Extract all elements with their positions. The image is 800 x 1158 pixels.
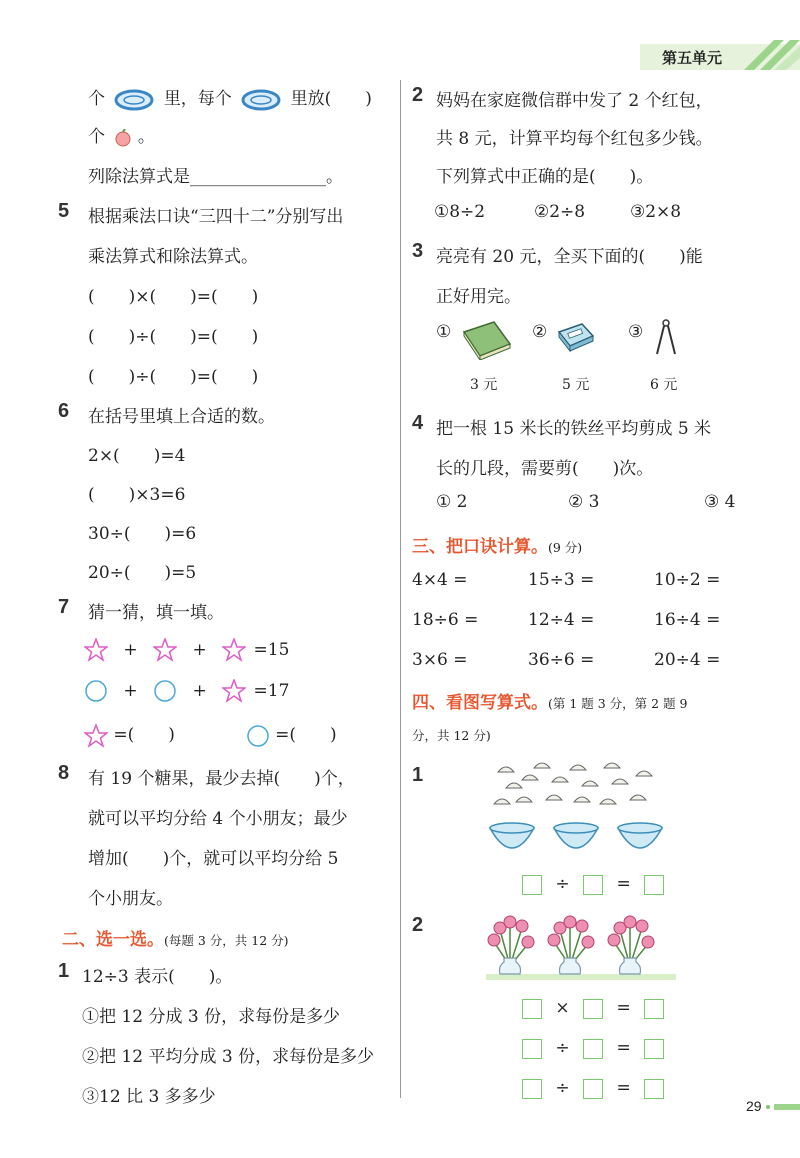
s2q2-option2: ②2÷8 bbox=[534, 202, 586, 222]
answer-box[interactable] bbox=[522, 1079, 542, 1099]
calc-r1c3: 10÷2 = bbox=[654, 570, 721, 590]
q7-number: 7 bbox=[58, 596, 70, 618]
plate-icon bbox=[114, 89, 154, 111]
calc-r3c2: 36÷6 = bbox=[528, 650, 595, 670]
section4-heading bbox=[412, 688, 688, 713]
answer-box[interactable] bbox=[644, 875, 664, 895]
q8-line4: 个小朋友。 bbox=[88, 889, 173, 909]
s2q2-line2: 共 8 元，计算平均每个红包多少钱。 bbox=[436, 129, 713, 149]
cont-line2: 个 。 bbox=[88, 127, 155, 147]
circle-answer: =( ) bbox=[275, 725, 337, 745]
section4-title: 四、看图写算式。 bbox=[412, 693, 548, 713]
price-2: 5 元 bbox=[562, 377, 590, 393]
price-1: 3 元 bbox=[470, 377, 498, 393]
dumplings-bowls-illustration bbox=[486, 758, 666, 862]
s2q3-mark2: ② bbox=[532, 322, 548, 342]
pencil-case-icon bbox=[556, 320, 596, 354]
answer-box[interactable] bbox=[644, 999, 664, 1019]
eq-sign: = bbox=[616, 1038, 631, 1058]
q5-line2: 乘法算式和除法算式。 bbox=[88, 247, 258, 267]
circle-icon bbox=[84, 679, 108, 703]
q5-row3: ( )÷( )=( ) bbox=[88, 367, 259, 387]
q6-row3: 30÷( )=6 bbox=[88, 524, 197, 544]
cont-text-a: 个 bbox=[88, 89, 105, 109]
s2q4-option2: ② 3 bbox=[568, 492, 600, 512]
q7-sum2: =17 bbox=[253, 680, 290, 701]
price-3: 6 元 bbox=[650, 377, 678, 393]
s2q1-option1: ①把 12 分成 3 份，求每份是多少 bbox=[82, 1007, 341, 1027]
cont-line1 bbox=[88, 84, 372, 111]
s2q3-line2: 正好用完。 bbox=[436, 287, 521, 307]
q6-title: 在括号里填上合适的数。 bbox=[88, 407, 275, 427]
section2-title: 二、选一选。 bbox=[62, 930, 164, 950]
div-sign: ÷ bbox=[555, 1038, 570, 1058]
s4q2-equation1 bbox=[522, 998, 664, 1019]
plate-icon bbox=[241, 89, 281, 111]
div-sign: ÷ bbox=[555, 1078, 570, 1098]
answer-box[interactable] bbox=[522, 875, 542, 895]
s2q3-line1: 亮亮有 20 元，全买下面的( )能 bbox=[436, 247, 703, 267]
q5-row2: ( )÷( )=( ) bbox=[88, 327, 259, 347]
s2q1-option2: ②把 12 平均分成 3 份，求每份是多少 bbox=[82, 1047, 375, 1067]
division-prompt: 列除法算式是________________。 bbox=[88, 167, 343, 187]
peach-icon bbox=[114, 129, 132, 147]
cont-text-c: 里放( ) bbox=[290, 89, 372, 109]
s2q2-option3: ③2×8 bbox=[630, 202, 682, 222]
star-icon bbox=[222, 679, 246, 703]
s2q3-mark1: ① bbox=[436, 322, 452, 342]
q6-number: 6 bbox=[58, 400, 70, 422]
eq-sign: = bbox=[616, 998, 631, 1018]
section2-note: (每题 3 分，共 12 分) bbox=[164, 933, 289, 948]
star-icon bbox=[84, 638, 108, 662]
answer-box[interactable] bbox=[583, 999, 603, 1019]
notebook-icon bbox=[460, 318, 512, 360]
cont-text-b: 里，每个 bbox=[163, 89, 232, 109]
s2q2-line3: 下列算式中正确的是( )。 bbox=[436, 167, 654, 187]
s2q2-option1: ①8÷2 bbox=[434, 202, 486, 222]
q6-row4: 20÷( )=5 bbox=[88, 563, 197, 583]
q7-title: 猜一猜，填一填。 bbox=[88, 603, 224, 623]
q8-line1: 有 19 个糖果，最少去掉( )个， bbox=[88, 769, 355, 789]
answer-box[interactable] bbox=[522, 999, 542, 1019]
flower-vases-illustration bbox=[486, 910, 676, 982]
answer-box[interactable] bbox=[583, 1039, 603, 1059]
answer-box[interactable] bbox=[644, 1079, 664, 1099]
unit-stripes-icon bbox=[744, 36, 800, 70]
s2q4-line1: 把一根 15 米长的铁丝平均剪成 5 米 bbox=[436, 419, 712, 439]
s2q1-number: 1 bbox=[58, 960, 70, 982]
plus-sign: + bbox=[123, 680, 138, 701]
section3-heading bbox=[412, 532, 582, 557]
section4-note2: 分，共 12 分) bbox=[412, 728, 491, 743]
s2q4-option1: ① 2 bbox=[436, 492, 468, 512]
s4q1-number: 1 bbox=[412, 764, 424, 786]
q7-equation2 bbox=[84, 679, 289, 703]
s2q2-line1: 妈妈在家庭微信群中发了 2 个红包， bbox=[436, 91, 713, 111]
q7-sum1: =15 bbox=[253, 639, 290, 660]
calc-r3c1: 3×6 = bbox=[412, 650, 468, 670]
calc-r3c3: 20÷4 = bbox=[654, 650, 721, 670]
unit-title: 第五单元 bbox=[662, 49, 723, 67]
mul-sign: × bbox=[555, 998, 570, 1018]
star-icon bbox=[84, 724, 108, 748]
s2q4-line2: 长的几段，需要剪( )次。 bbox=[436, 459, 654, 479]
s2q4-number: 4 bbox=[412, 412, 424, 434]
circle-icon bbox=[246, 724, 270, 748]
page-number: 29 bbox=[746, 1098, 762, 1114]
s4q1-equation bbox=[522, 874, 664, 895]
answer-box[interactable] bbox=[583, 1079, 603, 1099]
plus-sign: + bbox=[192, 680, 207, 701]
s2q3-mark3: ③ bbox=[628, 322, 644, 342]
calc-r1c2: 15÷3 = bbox=[528, 570, 595, 590]
plus-sign: + bbox=[123, 639, 138, 660]
eq-sign: = bbox=[616, 874, 631, 894]
calc-r2c1: 18÷6 = bbox=[412, 610, 479, 630]
calc-r1c1: 4×4 = bbox=[412, 570, 468, 590]
section2-heading bbox=[62, 925, 289, 950]
q6-row2: ( )×3=6 bbox=[88, 485, 186, 505]
section4-note1: (第 1 题 3 分，第 2 题 9 bbox=[548, 696, 688, 711]
star-icon bbox=[222, 638, 246, 662]
s2q1-stem: 12÷3 表示( )。 bbox=[82, 967, 233, 987]
calc-r2c3: 16÷4 = bbox=[654, 610, 721, 630]
circle-icon bbox=[153, 679, 177, 703]
eq-sign: = bbox=[616, 1078, 631, 1098]
s2q3-number: 3 bbox=[412, 240, 424, 262]
q7-equation1 bbox=[84, 638, 289, 662]
star-icon bbox=[153, 638, 177, 662]
q8-line2: 就可以平均分给 4 个小朋友；最少 bbox=[88, 809, 348, 829]
section3-note: (9 分) bbox=[548, 540, 583, 555]
plus-sign: + bbox=[192, 639, 207, 660]
answer-box[interactable] bbox=[644, 1039, 664, 1059]
q5-row1: ( )×( )=( ) bbox=[88, 287, 259, 307]
q8-line3: 增加( )个，就可以平均分给 5 bbox=[88, 849, 339, 869]
div-sign: ÷ bbox=[555, 874, 570, 894]
s4q2-equation3 bbox=[522, 1078, 664, 1099]
q5-number: 5 bbox=[58, 200, 70, 222]
s4q2-equation2 bbox=[522, 1038, 664, 1059]
q8-number: 8 bbox=[58, 762, 70, 784]
section3-title: 三、把口诀计算。 bbox=[412, 537, 548, 557]
page-number-dot bbox=[766, 1105, 770, 1109]
q6-row1: 2×( )=4 bbox=[88, 446, 186, 466]
s2q2-number: 2 bbox=[412, 84, 424, 106]
s4q2-number: 2 bbox=[412, 914, 424, 936]
column-divider bbox=[400, 80, 401, 1098]
calc-r2c2: 12÷4 = bbox=[528, 610, 595, 630]
answer-box[interactable] bbox=[522, 1039, 542, 1059]
cont-text-d: 个 bbox=[88, 127, 105, 147]
compass-icon bbox=[654, 318, 678, 356]
footer-bar bbox=[774, 1104, 800, 1110]
q5-line1: 根据乘法口诀“三四十二”分别写出 bbox=[88, 207, 344, 227]
q7-answers bbox=[84, 720, 337, 748]
s2q1-option3: ③12 比 3 多多少 bbox=[82, 1087, 216, 1107]
star-answer: =( ) bbox=[113, 725, 175, 745]
answer-box[interactable] bbox=[583, 875, 603, 895]
s2q4-option3: ③ 4 bbox=[704, 492, 736, 512]
